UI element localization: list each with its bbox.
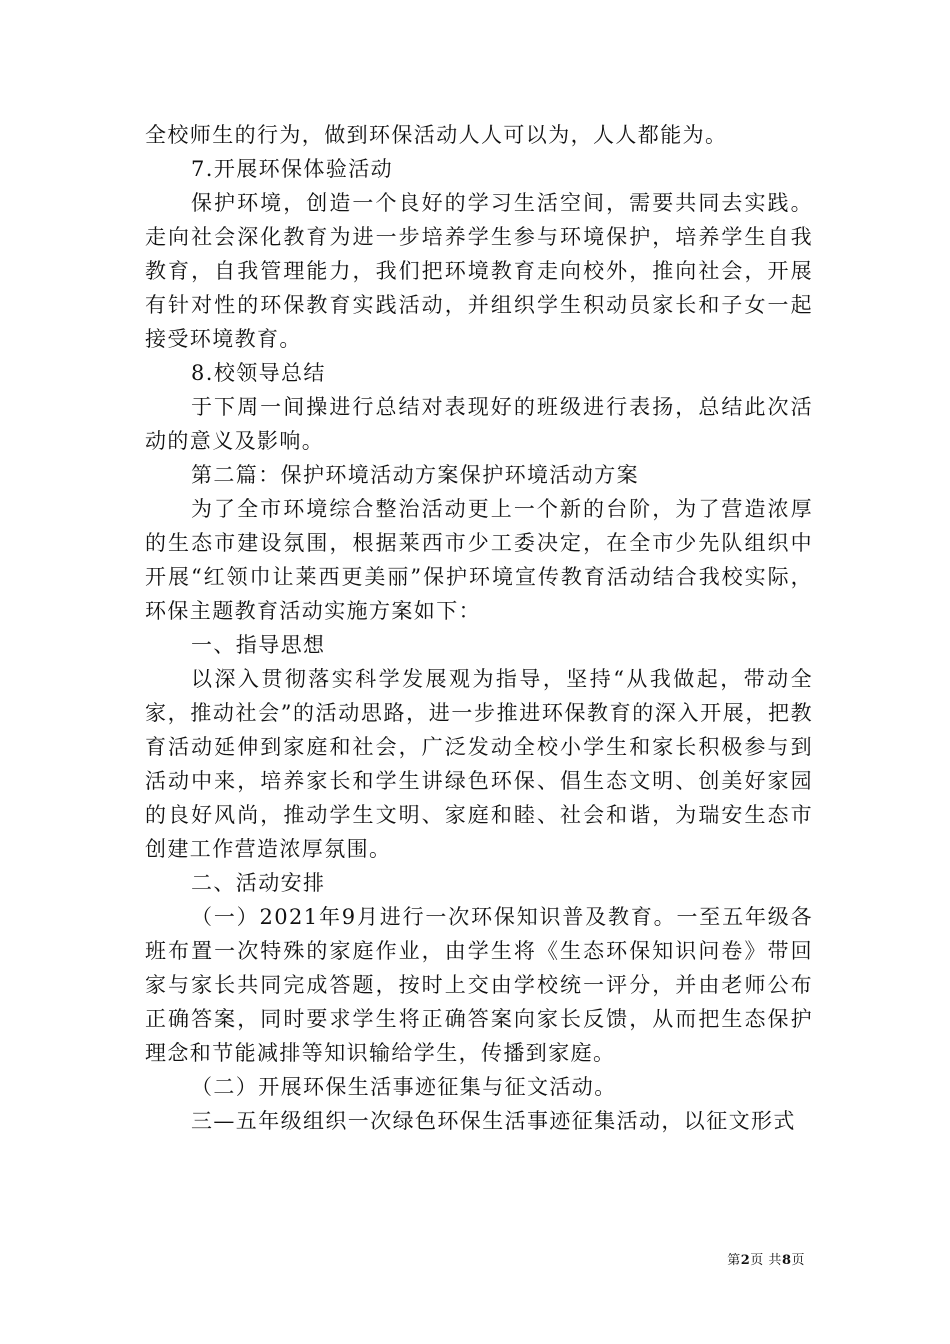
footer-total-pages: 8 <box>781 1253 792 1268</box>
heading-activity-arrangement: 二、活动安排 <box>191 871 326 895</box>
footer-suffix: 页 <box>791 1253 805 1268</box>
paragraph-1: 全校师生的行为，做到环保活动人人可以为，人人都能为。 <box>145 123 728 147</box>
paragraph-11: （一）2021年9月进行一次环保知识普及教育。一至五年级各班布置一次特殊的家庭作业，由学生将《生态环保知识问卷》带回家与家长共同完成答题，按时上交由学校统一评分，并由老师公布正确答案，同时要求学生将正确答案向家长反馈，从而把生态保护理念和节能减排等知识输给学生，传播到家庭。 <box>145 905 813 1065</box>
paragraph-7: 为了全市环境综合整治活动更上一个新的台阶，为了营造浓厚的生态市建设氛围，根据莱西市少工委决定，在全市少先队组织中开展“红领巾让莱西更美丽”保护环境宣传教育活动结合我校实际，环保主题教育活动实施方案如下： <box>145 497 813 623</box>
body-text <box>145 118 813 1138</box>
section-title-2: 第二篇：保护环境活动方案保护环境活动方案 <box>191 463 639 487</box>
paragraph-5: 于下周一间操进行总结对表现好的班级进行表扬，总结此次活动的意义及影响。 <box>145 395 813 453</box>
heading-guiding-thought: 一、指导思想 <box>191 633 326 657</box>
paragraph-9: 以深入贯彻落实科学发展观为指导，坚持“从我做起，带动全家，推动社会”的活动思路，进一步推进环保教育的深入开展，把教育活动延伸到家庭和社会，广泛发动全校小学生和家长积极参与到活动中来，培养家长和学生讲绿色环保、倡生态文明、创美好家园的良好风尚，推动学生文明、家庭和睦、社会和谐，为瑞安生态市创建工作营造浓厚氛围。 <box>145 667 813 861</box>
paragraph-13: 三—五年级组织一次绿色环保生活事迹征集活动，以征文形式 <box>191 1109 796 1133</box>
subheading-2: （二）开展环保生活事迹征集与征文活动。 <box>191 1075 617 1099</box>
footer-middle: 页 共 <box>750 1253 782 1268</box>
footer-page-number: 2 <box>740 1253 751 1268</box>
page-footer <box>727 1249 805 1268</box>
footer-prefix: 第 <box>727 1253 741 1268</box>
paragraph-3: 保护环境，创造一个良好的学习生活空间，需要共同去实践。走向社会深化教育为进一步培养学生参与环境保护，培养学生自我教育，自我管理能力，我们把环境教育走向校外，推向社会，开展有针对性的环保教育实践活动，并组织学生积动员家长和子女一起接受环境教育。 <box>145 191 813 351</box>
heading-8: 8.校领导总结 <box>191 361 326 385</box>
heading-7: 7.开展环保体验活动 <box>191 157 394 181</box>
